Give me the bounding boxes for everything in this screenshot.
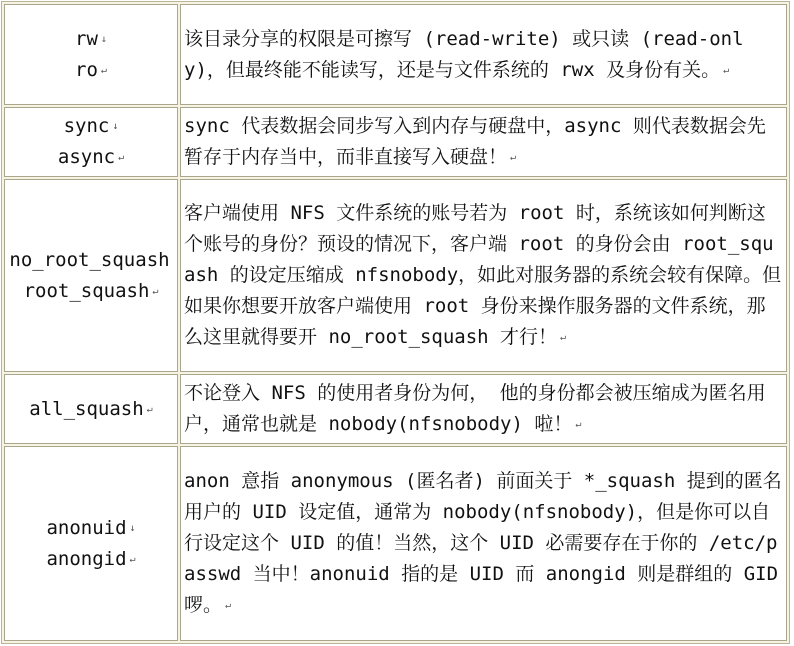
description-cell [180,107,787,177]
description-cell [180,446,787,641]
option-description: sync 代表数据会同步写入到内存与硬盘中，async 则代表数据会先暂存于内存当中，而非直接写入硬盘！ [184,115,766,168]
option-cell [4,179,178,372]
table-row [4,4,787,105]
paragraph-mark-icon: ↵ [129,553,136,565]
description-cell [180,374,787,444]
paragraph-mark-icon: ↵ [510,152,517,163]
paragraph-mark-icon: ↵ [152,285,159,297]
option-description: anon 意指 anonymous (匿名者) 前面关于 *_squash 提到的匿名用户的 UID 设定值，通常为 nobody(nfsnobody)，但是你可以自行设定这个 UID 的值！当然，这个 UID 必需要存在于你的 /etc/passwd 当中！anonuid 指的是 UID 而 anongid 则是群组的 GID 啰。 [184,470,782,616]
nfs-options-table [1,1,790,644]
description-cell [180,4,787,105]
option-cell [4,107,178,177]
option-description: 不论登入 NFS 的使用者身份为何， 他的身份都会被压缩成为匿名用户，通常也就是 nobody(nfsnobody) 啦！ [184,382,766,435]
option-cell [4,446,178,641]
option-description: 该目录分享的权限是可擦写 (read-write) 或只读 (read-only)，但最终能不能读写，还是与文件系统的 rwx 及身份有关。 [184,27,744,81]
paragraph-mark-icon: ↵ [118,152,125,163]
option-name: no_root_squash [9,248,170,271]
paragraph-mark-icon: ↵ [723,64,730,76]
paragraph-mark-icon: ↵ [100,64,107,76]
option-name: root_squash [23,279,150,302]
option-cell [4,374,178,444]
option-name: sync [63,115,110,137]
option-name: anongid [46,547,127,570]
table-row [4,107,787,177]
paragraph-mark-icon: ↵ [560,332,567,343]
description-cell [180,179,787,372]
option-description: 客户端使用 NFS 文件系统的账号若为 root 时，系统该如何判断这个账号的身份？预设的情况下，客户端 root 的身份会由 root_squash 的设定压缩成 nfsnobody，如此对服务器的系统会较有保障。但如果你想要开放客户端使用 root 身份来操作服务器的文件系统，那么这里就得要开 no_root_squash 才行！ [184,202,782,348]
option-name: ro [75,58,98,81]
option-name: anonuid [46,516,127,539]
paragraph-mark-icon: ↵ [575,419,582,430]
table-row [4,374,787,444]
table-row [4,179,787,372]
paragraph-mark-icon: ↵ [146,403,153,415]
line-break-icon: ↓ [129,522,136,534]
option-name: all_squash [29,397,144,420]
option-name: rw [75,27,98,50]
option-cell [4,4,178,105]
table-row [4,446,787,641]
option-name: async [57,146,116,168]
paragraph-mark-icon: ↵ [225,600,232,611]
line-break-icon: ↓ [100,33,107,45]
line-break-icon: ↓ [112,121,119,132]
